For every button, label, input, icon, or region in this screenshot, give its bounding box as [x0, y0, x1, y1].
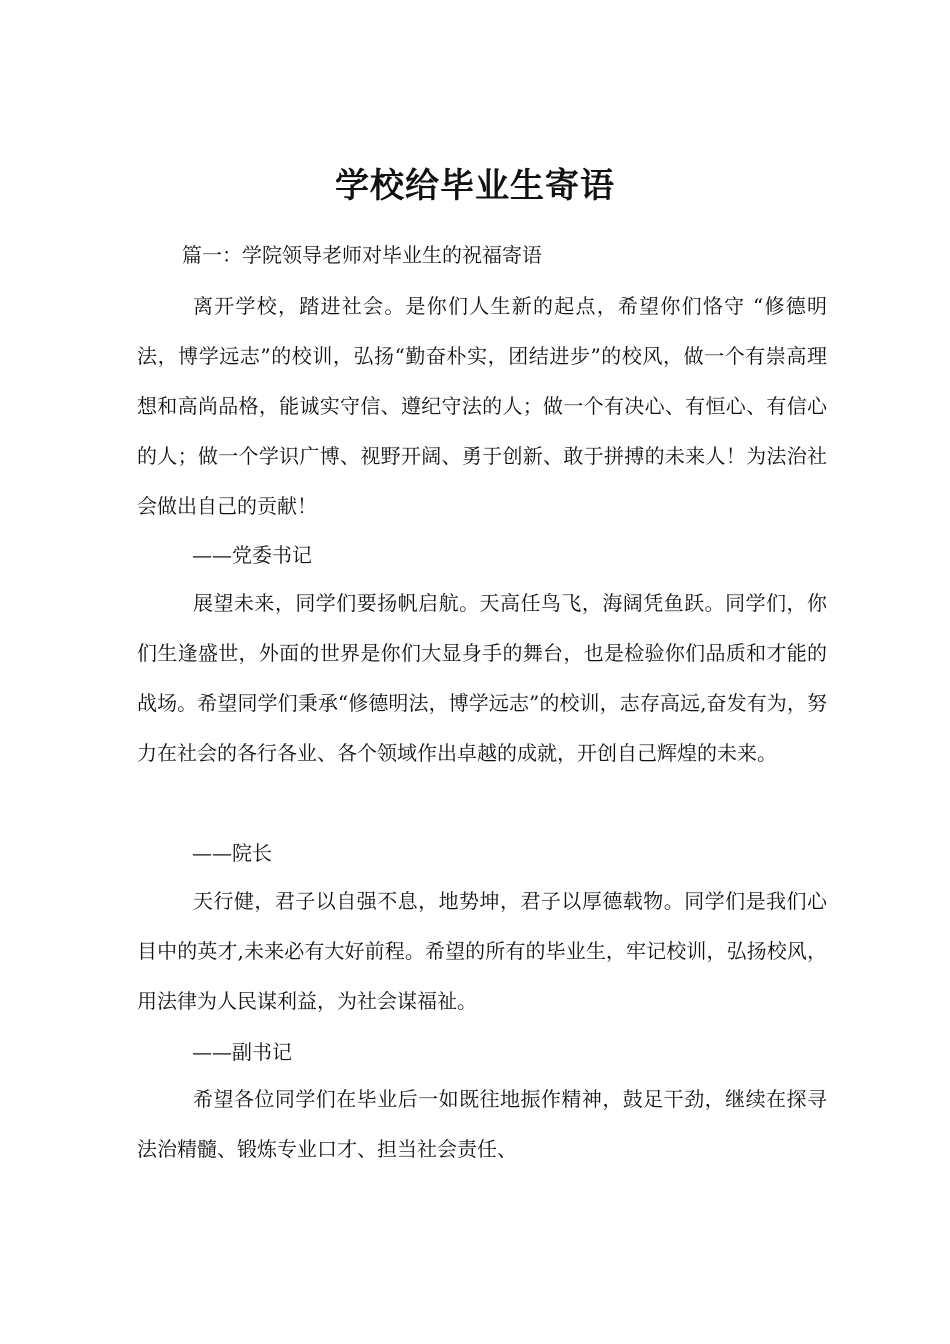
paragraph-party-secretary: 离开学校，踏进社会。是你们人生新的起点，希望你们恪守 “修德明法，博学远志”的校训，弘扬“勤奋朴实，团结进步”的校风，做一个有崇高理想和高尚品格，能诚实守信、遵纪守法的人；做一个有决心、有恒心、有信心的人；做一个学识广博、视野开阔、勇于创新、敢于拼搏的未来人！为法治社会做出自己的贡献！: [137, 294, 827, 518]
section-heading: 篇一：学院领导老师对毕业生的祝福寄语: [182, 243, 542, 267]
signature-party-secretary: ——党委书记: [192, 543, 312, 567]
paragraph-deputy-secretary: 天行健，君子以自强不息，地势坤，君子以厚德载物。同学们是我们心目中的英才,未来必有大好前程。希望的所有的毕业生，牢记校训，弘扬校风，用法律为人民谋利益，为社会谋福祉。: [137, 889, 827, 1013]
signature-dean: ——院长: [192, 841, 272, 865]
paragraph-dean: 展望未来，同学们要扬帆启航。天高任鸟飞，海阔凭鱼跃。同学们，你们生逢盛世，外面的世界是你们大显身手的舞台，也是检验你们品质和才能的战场。希望同学们秉承“修德明法，博学远志”的校训，志存高远,奋发有为，努力在社会的各行各业、各个领域作出卓越的成就，开创自己辉煌的未来。: [137, 591, 827, 765]
document-title: 学校给毕业生寄语: [335, 165, 615, 206]
paragraph-closing: 希望各位同学们在毕业后一如既往地振作精神，鼓足干劲，继续在探寻法治精髓、锻炼专业口才、担当社会责任、: [137, 1087, 827, 1161]
signature-deputy-secretary: ——副书记: [192, 1040, 292, 1064]
